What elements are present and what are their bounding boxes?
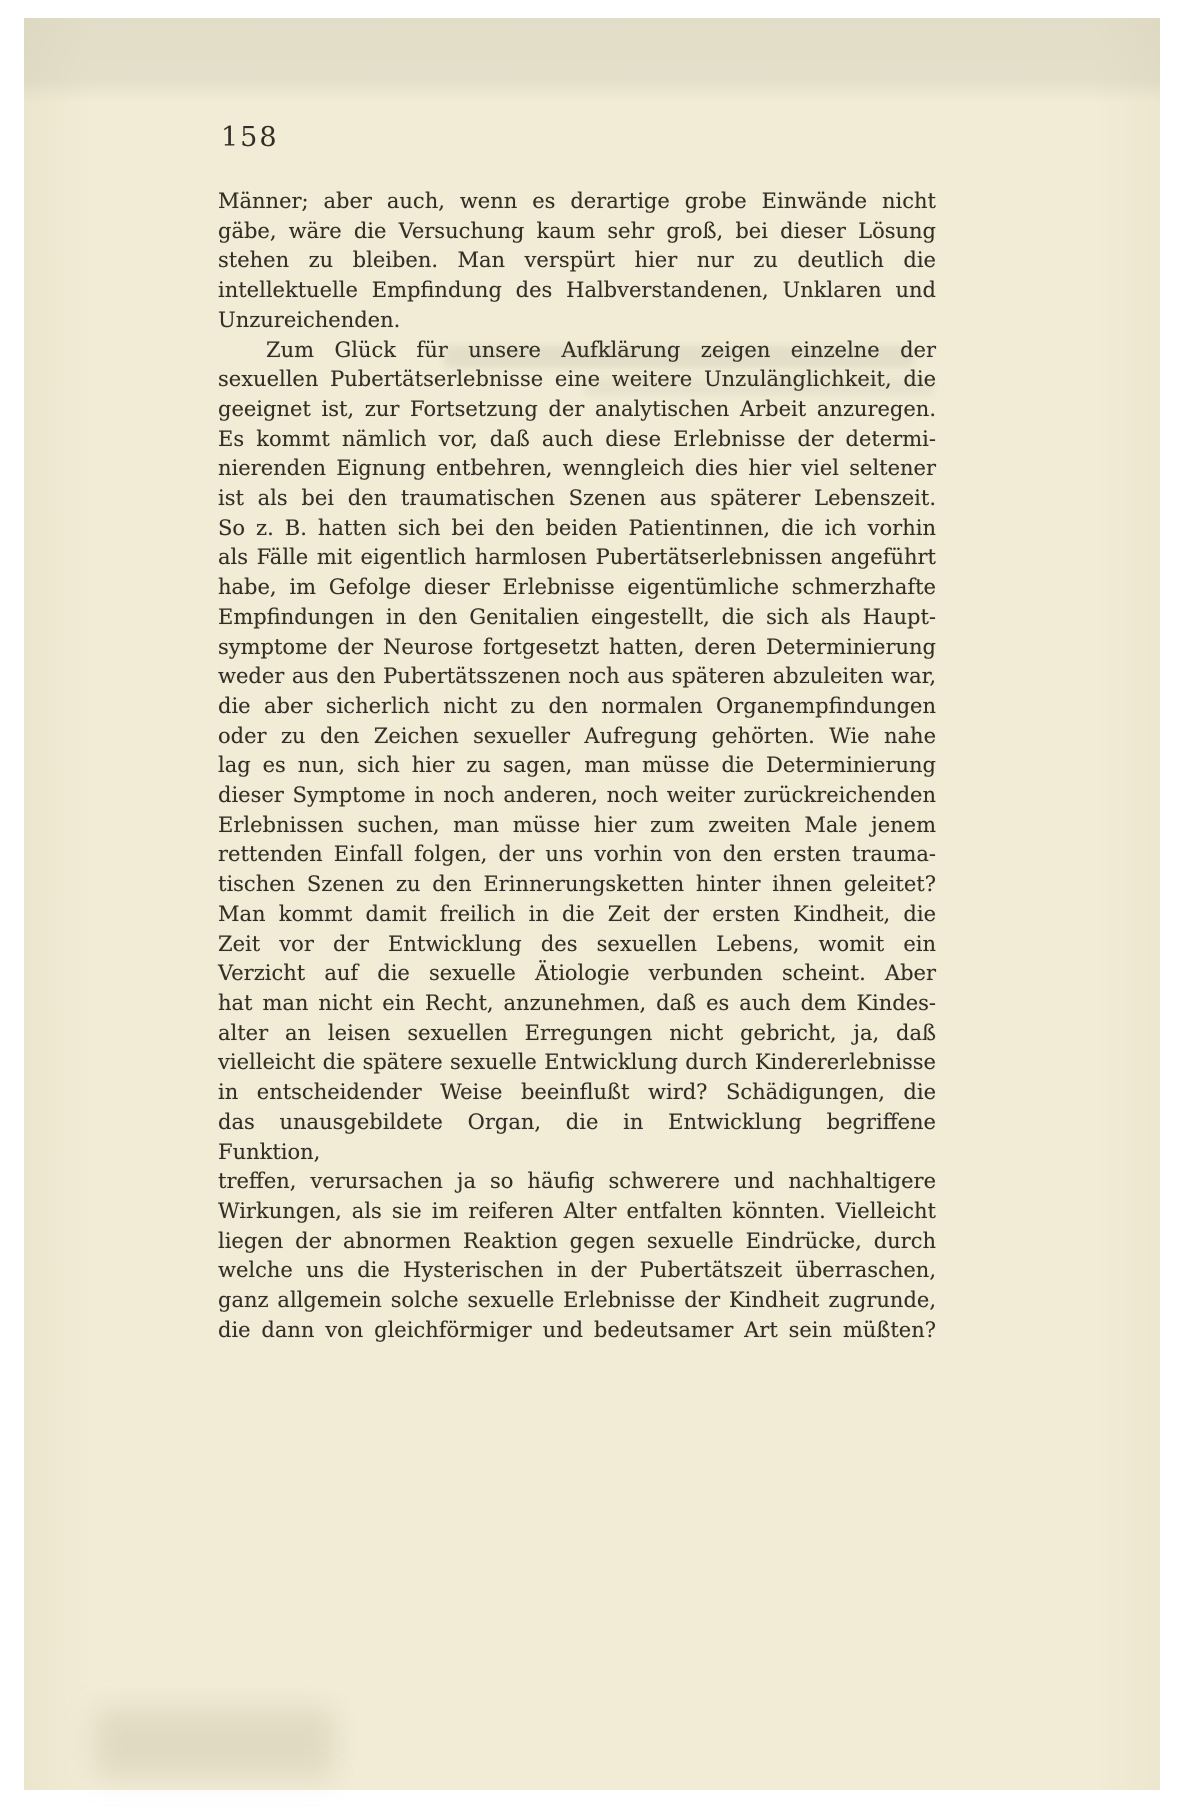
text-line: gäbe, wäre die Versuchung kaum sehr groß, bei dieser Lösung: [218, 218, 936, 243]
text-line: Wirkungen, als sie im reiferen Alter entfalten könnten. Vielleicht: [218, 1198, 936, 1223]
text-line: lag es nun, sich hier zu sagen, man müsse die Determinierung: [218, 753, 936, 778]
text-line: So z. B. hatten sich bei den beiden Patientinnen, die ich vorhin: [218, 515, 936, 540]
text-line: stehen zu bleiben. Man verspürt hier nur zu deutlich die: [218, 248, 936, 273]
text-line: tischen Szenen zu den Erinnerungsketten hinter ihnen geleitet?: [218, 872, 936, 897]
page-number: 158: [221, 122, 279, 153]
text-line: alter an leisen sexuellen Erregungen nicht gebricht, ja, daß: [218, 1020, 936, 1045]
text-line: oder zu den Zeichen sexueller Aufregung gehörten. Wie nahe: [218, 723, 936, 748]
text-line: geeignet ist, zur Fortsetzung der analytischen Arbeit anzuregen.: [218, 396, 936, 421]
book-page: [24, 18, 1160, 1790]
scan-shadow-smudge: [94, 1708, 334, 1778]
text-line: Man kommt damit freilich in die Zeit der ersten Kindheit, die: [218, 901, 936, 926]
text-line: in entscheidender Weise beeinflußt wird? Schädigungen, die: [218, 1080, 936, 1105]
text-line: treffen, verursachen ja so häufig schwerere und nachhaltigere: [218, 1169, 936, 1194]
text-line: Zeit vor der Entwicklung des sexuellen Lebens, womit ein: [218, 931, 936, 956]
text-line: ist als bei den traumatischen Szenen aus späterer Lebenszeit.: [218, 486, 936, 511]
text-line: rettenden Einfall folgen, der uns vorhin von den ersten trauma-: [218, 842, 936, 867]
text-line: Männer; aber auch, wenn es derartige grobe Einwände nicht: [218, 189, 936, 213]
body-text: [218, 187, 936, 1345]
text-line: ganz allgemein solche sexuelle Erlebnisse der Kindheit zugrunde,: [218, 1288, 936, 1313]
text-line: das unausgebildete Organ, die in Entwicklung begriffene Funktion,: [218, 1109, 936, 1164]
text-line: welche uns die Hysterischen in der Pubertätszeit überraschen,: [218, 1258, 936, 1283]
text-line: Unzureichenden.: [218, 307, 401, 332]
text-line: Empfindungen in den Genitalien eingestellt, die sich als Haupt-: [218, 604, 936, 629]
text-line: liegen der abnormen Reaktion gegen sexuelle Eindrücke, durch: [218, 1228, 936, 1253]
text-line: habe, im Gefolge dieser Erlebnisse eigentümliche schmerzhafte: [218, 575, 936, 600]
text-line: nierenden Eignung entbehren, wenngleich dies hier viel seltener: [218, 456, 936, 481]
text-line: hat man nicht ein Recht, anzunehmen, daß es auch dem Kindes-: [218, 990, 936, 1015]
text-line: weder aus den Pubertätsszenen noch aus späteren abzuleiten war,: [218, 664, 936, 689]
text-line: dieser Symptome in noch anderen, noch weiter zurückreichenden: [218, 783, 936, 808]
text-line: die aber sicherlich nicht zu den normalen Organempfindungen: [218, 693, 936, 718]
text-line: intellektuelle Empfindung des Halbverstandenen, Unklaren und: [218, 278, 936, 303]
text-line: sexuellen Pubertätserlebnisse eine weitere Unzulänglichkeit, die: [218, 367, 936, 392]
text-line: Zum Glück für unsere Aufklärung zeigen einzelne der: [266, 337, 936, 362]
text-line: Es kommt nämlich vor, daß auch diese Erlebnisse der determi-: [218, 426, 936, 451]
text-line: die dann von gleichförmiger und bedeutsamer Art sein müßten?: [218, 1317, 936, 1342]
text-line: als Fälle mit eigentlich harmlosen Pubertätserlebnissen angeführt: [218, 545, 936, 570]
text-line: Verzicht auf die sexuelle Ätiologie verbunden scheint. Aber: [218, 961, 936, 986]
text-line: vielleicht die spätere sexuelle Entwicklung durch Kindererlebnisse: [218, 1050, 936, 1075]
text-line: Erlebnissen suchen, man müsse hier zum zweiten Male jenem: [218, 812, 936, 837]
text-line: symptome der Neurose fortgesetzt hatten, deren Determinierung: [218, 634, 936, 659]
